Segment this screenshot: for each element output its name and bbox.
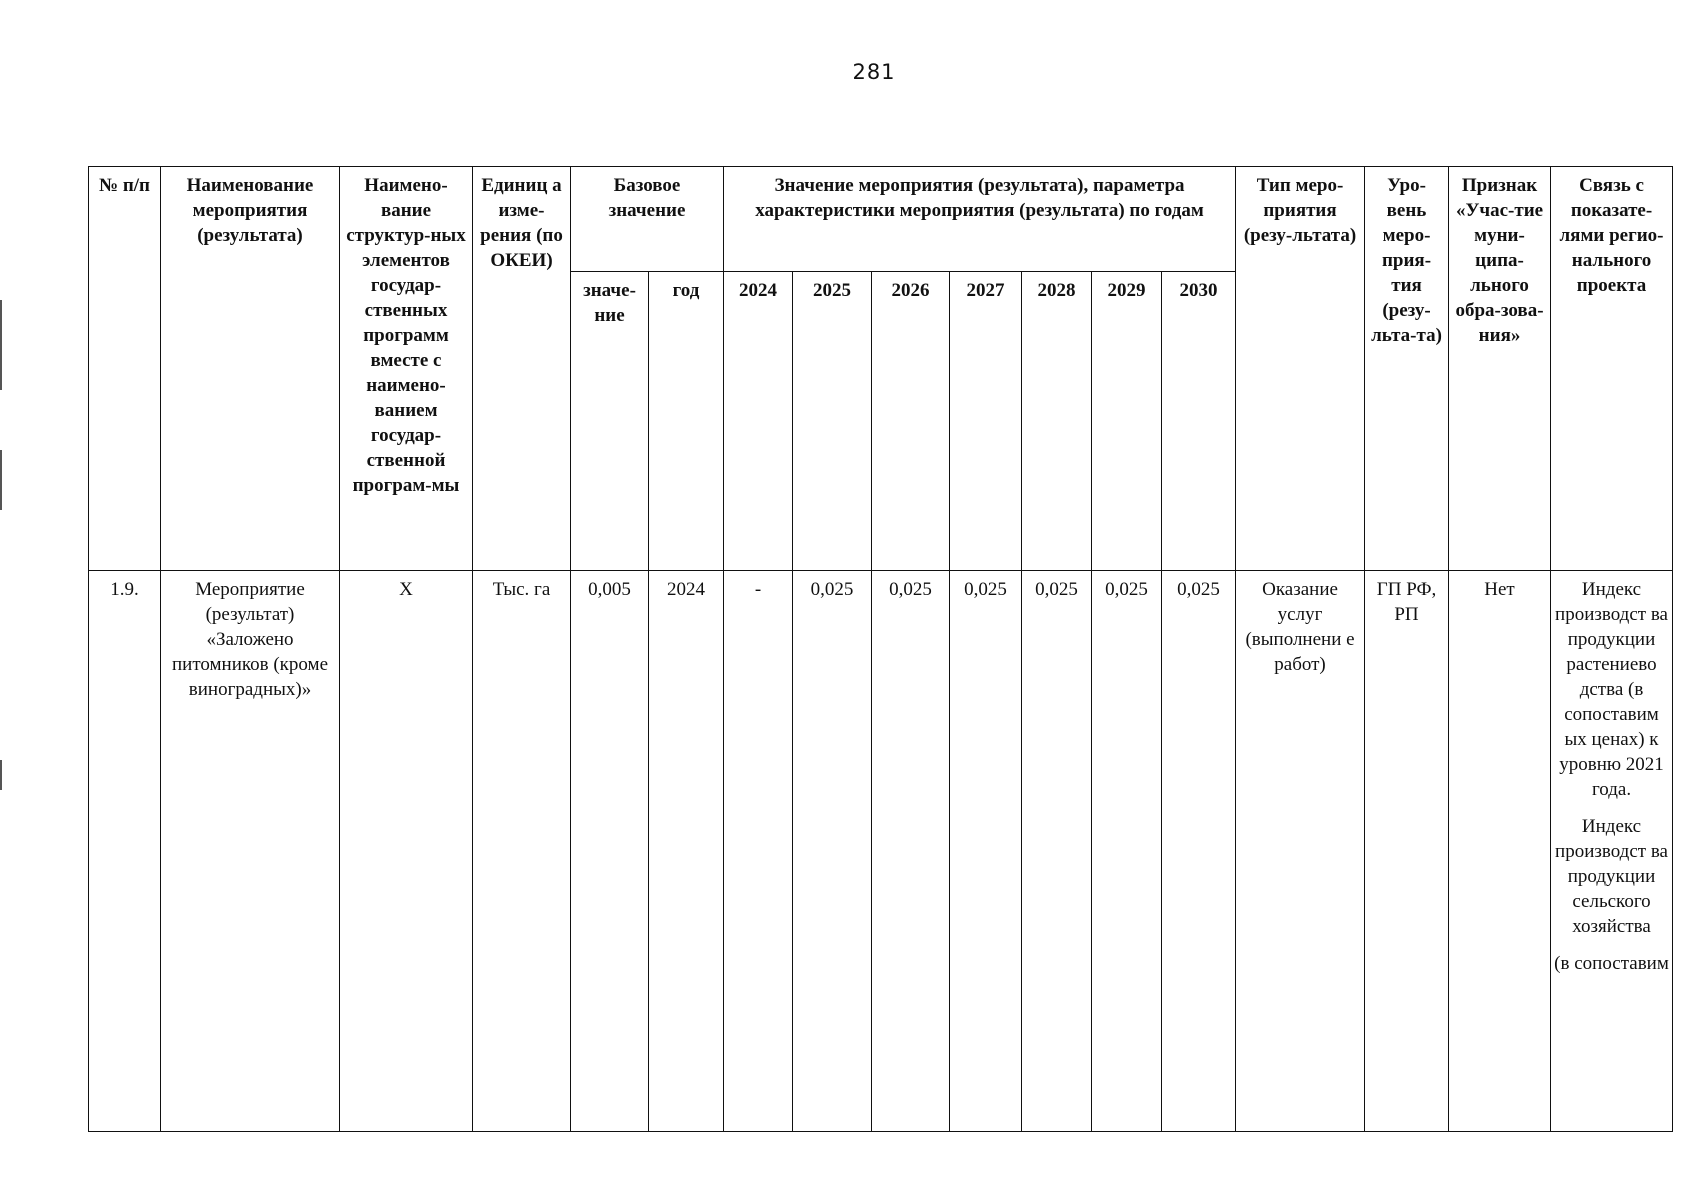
header-year-2024: 2024 — [724, 272, 793, 571]
header-name: Наименование мероприятия (результата) — [161, 167, 340, 571]
cell-num: 1.9. — [89, 571, 161, 1132]
cell-municipal: Нет — [1449, 571, 1551, 1132]
table-row — [89, 571, 1673, 1132]
header-year-2027: 2027 — [950, 272, 1022, 571]
cell-base-year: 2024 — [649, 571, 724, 1132]
cell-type: Оказание услуг (выполнени е работ) — [1236, 571, 1365, 1132]
cell-year-2027: 0,025 — [950, 571, 1022, 1132]
header-row-main — [89, 167, 1673, 272]
cell-year-2025: 0,025 — [793, 571, 872, 1132]
header-structural: Наимено-вание структур-ных элементов государ-ственных программ вместе с наимено-ванием государ-ственной програм-мы — [340, 167, 473, 571]
scan-edge-mark — [0, 760, 2, 790]
header-unit: Единиц а изме-рения (по ОКЕИ) — [473, 167, 571, 571]
header-values-by-year: Значение мероприятия (результата), параметра характеристики мероприятия (результата) по годам — [724, 167, 1236, 272]
header-year-2025: 2025 — [793, 272, 872, 571]
cell-name: Мероприятие (результат) «Заложено питомников (кроме виноградных)» — [161, 571, 340, 1132]
cell-relation — [1551, 571, 1673, 1132]
cell-base-value: 0,005 — [571, 571, 649, 1132]
page-number: 281 — [852, 60, 896, 84]
cell-level: ГП РФ, РП — [1365, 571, 1449, 1132]
scan-edge-mark — [0, 450, 2, 510]
cell-year-2028: 0,025 — [1022, 571, 1092, 1132]
cell-year-2026: 0,025 — [872, 571, 950, 1132]
cell-structural: Х — [340, 571, 473, 1132]
header-base-year: год — [649, 272, 724, 571]
relation-line-1: Индекс производст ва продукции растениево дства (в сопоставим ых ценах) к уровню 2021 года. — [1555, 579, 1668, 800]
cell-unit: Тыс. га — [473, 571, 571, 1132]
relation-line-3: (в сопоставим — [1554, 953, 1669, 974]
header-type: Тип меро-приятия (резу-льтата) — [1236, 167, 1365, 571]
header-year-2030: 2030 — [1162, 272, 1236, 571]
header-year-2029: 2029 — [1092, 272, 1162, 571]
header-base-value: значе-ние — [571, 272, 649, 571]
header-year-2028: 2028 — [1022, 272, 1092, 571]
program-table — [88, 166, 1673, 1132]
header-year-2026: 2026 — [872, 272, 950, 571]
scan-edge-mark — [0, 300, 2, 390]
header-municipal: Признак «Учас-тие муни-ципа-льного обра-зова-ния» — [1449, 167, 1551, 571]
header-num: № п/п — [89, 167, 161, 571]
cell-year-2030: 0,025 — [1162, 571, 1236, 1132]
header-relation: Связь с показате-лями регио-нального проекта — [1551, 167, 1673, 571]
cell-year-2029: 0,025 — [1092, 571, 1162, 1132]
header-level: Уро-вень меро-прия-тия (резу-льта-та) — [1365, 167, 1449, 571]
header-base: Базовое значение — [571, 167, 724, 272]
cell-year-2024: - — [724, 571, 793, 1132]
relation-line-2: Индекс производст ва продукции сельского хозяйства — [1555, 816, 1668, 937]
